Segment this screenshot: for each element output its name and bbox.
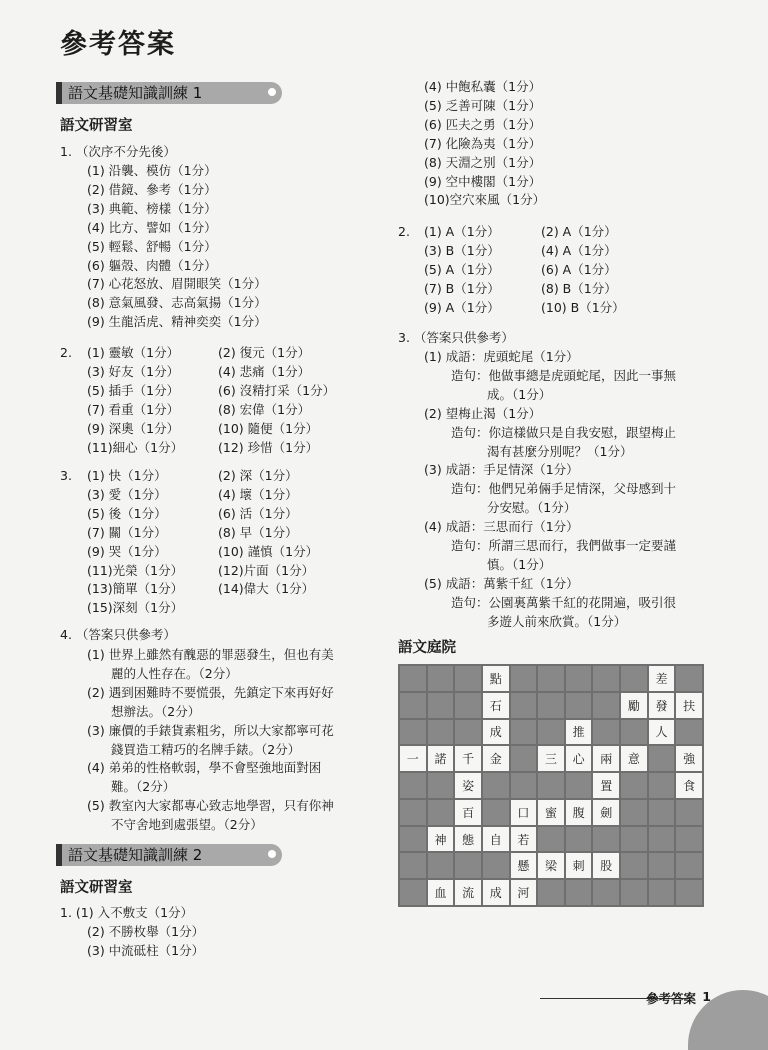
crossword-letter-cell: [566, 720, 592, 745]
list-item: (9) 哭（1分）: [87, 543, 167, 559]
item-sentence: 造句：你這樣做只是自我安慰，跟望梅止: [451, 424, 677, 440]
crossword-grid: [398, 664, 704, 907]
crossword-block-cell: [455, 720, 481, 745]
list-item: (3) B（1分）: [424, 242, 500, 258]
crossword-block-cell: [649, 853, 675, 878]
crossword-char: 強: [683, 752, 696, 767]
crossword-char: 三: [544, 752, 557, 767]
item-text: 世界上雖然有醜惡的罪惡發生，但也有美: [108, 647, 334, 662]
list-item: (9) 空中樓閣（1分）: [424, 173, 542, 189]
crossword-block-cell: [649, 827, 675, 852]
crossword-char: 懸: [517, 859, 530, 874]
bar-dot-icon: [268, 88, 276, 96]
list-item: (11)細心（1分）: [87, 439, 184, 455]
crossword-block-cell: [538, 666, 564, 691]
crossword-letter-cell: [621, 693, 647, 718]
list-item: (1) 靈敏（1分）: [87, 345, 180, 360]
crossword-block-cell: [428, 720, 454, 745]
item-sentence-cont: 分安慰。（1分）: [487, 500, 577, 516]
crossword-letter-cell: [455, 773, 481, 798]
list-item: (4) 中飽私囊（1分）: [424, 79, 542, 94]
page-title: 參考答案: [60, 29, 176, 60]
section-bar-1: [60, 82, 282, 104]
crossword-letter-cell: [455, 880, 481, 905]
item-text-cont: 難。（2分）: [111, 779, 176, 795]
item-text: 教室內大家都專心致志地學習，只有你神: [108, 798, 334, 814]
crossword-letter-cell: [649, 720, 675, 745]
list-item: (9) 生龍活虎、精神奕奕（1分）: [87, 314, 267, 330]
list-item: (12)片面（1分）: [218, 562, 315, 578]
list-item: [87, 759, 387, 797]
crossword-char: 扶: [683, 698, 696, 713]
crossword-block-cell: [621, 827, 647, 852]
crossword-char: 點: [489, 671, 502, 686]
crossword-char: 兩: [600, 752, 613, 767]
list-item: (7) 看重（1分）: [87, 401, 180, 417]
crossword-block-cell: [483, 773, 509, 798]
crossword-char: 千: [462, 752, 475, 767]
crossword-char: 推: [572, 725, 585, 740]
crossword-char: 心: [572, 752, 585, 767]
item-sentence-cont: 慎。（1分）: [487, 556, 552, 572]
footer-label: 參考答案: [645, 991, 696, 1006]
crossword-block-cell: [428, 666, 454, 691]
list-item: (4) 壞（1分）: [218, 486, 298, 502]
list-item: (5) 插手（1分）: [87, 382, 180, 398]
crossword-letter-cell: [566, 746, 592, 771]
crossword-letter-cell: [538, 853, 564, 878]
crossword-block-cell: [400, 693, 426, 718]
list-item: (7) B（1分）: [424, 280, 500, 296]
crossword-letter-cell: [511, 800, 537, 825]
list-item: (9) A（1分）: [424, 299, 500, 315]
crossword-block-cell: [400, 800, 426, 825]
crossword-char: 成: [489, 725, 502, 740]
crossword-block-cell: [649, 773, 675, 798]
list-item: (4) A（1分）: [541, 242, 617, 258]
crossword-letter-cell: [483, 720, 509, 745]
item-sentence: 造句：公園裏萬紫千紅的花開遍，吸引很: [451, 594, 677, 610]
list-item: [424, 518, 724, 575]
section-2-label: 語文基礎知識訓練 2: [68, 846, 203, 864]
item-text: 廉價的手錶貨素粗劣，所以大家都寧可花: [108, 722, 334, 738]
list-item: (10) B（1分）: [541, 299, 625, 315]
crossword-block-cell: [566, 773, 592, 798]
list-item: (9) 深奧（1分）: [87, 420, 180, 436]
list-item: [87, 646, 387, 684]
item-text: 弟弟的性格軟弱，學不會堅強地面對困: [108, 760, 322, 776]
crossword-char: 自: [489, 832, 502, 847]
item-text-cont: 錢買造工精巧的名牌手錶。（2分）: [111, 741, 301, 757]
item-text-cont: 想辦法。（2分）: [111, 703, 201, 719]
crossword-letter-cell: [455, 746, 481, 771]
item-number: (5): [424, 575, 442, 591]
bar-dot-icon: [268, 850, 276, 858]
crossword-block-cell: [593, 880, 619, 905]
crossword-char: 血: [434, 886, 447, 901]
item-sentence-cont: 渴有甚麼分別呢？（1分）: [487, 443, 633, 459]
crossword-block-cell: [538, 720, 564, 745]
crossword-letter-cell: [483, 693, 509, 718]
crossword-char: 刺: [572, 859, 585, 874]
crossword-letter-cell: [593, 773, 619, 798]
crossword-block-cell: [428, 800, 454, 825]
item-number: (5): [87, 798, 105, 814]
list-item: (5) A（1分）: [424, 261, 500, 277]
crossword-block-cell: [538, 880, 564, 905]
list-item: (2) 復元（1分）: [218, 345, 311, 360]
q2-col-a: [87, 344, 183, 457]
item-idiom: 成語：萬紫千紅（1分）: [445, 575, 579, 591]
list-item: (3) 好友（1分）: [87, 363, 180, 379]
list-item: (3) 典範、榜樣（1分）: [87, 200, 217, 216]
list-item: (8) 意氣風發、志高氣揚（1分）: [87, 295, 267, 311]
list-item: (6) 匹夫之勇（1分）: [424, 116, 542, 132]
list-item: (10) 謹慎（1分）: [218, 543, 319, 559]
crossword-block-cell: [566, 880, 592, 905]
list-item: (1) A（1分）: [424, 224, 500, 239]
list-item: (15)深刻（1分）: [87, 600, 184, 616]
r-q2-col-b: [541, 223, 625, 318]
bar-cap: [56, 82, 62, 104]
crossword-block-cell: [483, 853, 509, 878]
crossword-block-cell: [428, 693, 454, 718]
item-sentence: 造句：他們兄弟倆手足情深，父母感到十: [451, 481, 677, 497]
section-2-sub: 語文研習室: [60, 880, 133, 896]
q4-list: [87, 646, 387, 835]
q2-head: 2.: [60, 345, 72, 360]
section-bar-2: [60, 844, 282, 866]
list-item: (1) 沿襲、模仿（1分）: [87, 163, 217, 178]
crossword-block-cell: [511, 720, 537, 745]
list-item: (5) 後（1分）: [87, 505, 167, 521]
crossword-block-cell: [621, 853, 647, 878]
r-q1-list: [424, 78, 545, 210]
q3-col-b: [218, 467, 318, 599]
crossword-letter-cell: [483, 827, 509, 852]
crossword-letter-cell: [455, 827, 481, 852]
item-sentence: 造句：所謂三思而行，我們做事一定要謹: [451, 538, 677, 554]
crossword-char: 股: [600, 859, 613, 874]
crossword-char: 神: [434, 832, 447, 847]
crossword-block-cell: [593, 720, 619, 745]
crossword-block-cell: [455, 853, 481, 878]
list-item: [424, 405, 724, 462]
crossword-char: 百: [462, 805, 475, 820]
crossword-char: 發: [655, 698, 668, 713]
crossword-letter-cell: [511, 853, 537, 878]
crossword-char: 成: [489, 886, 502, 901]
list-item: [424, 575, 724, 632]
item-sentence: 造句：他做事總是虎頭蛇尾，因此一事無: [451, 367, 677, 383]
crossword-block-cell: [428, 773, 454, 798]
crossword-block-cell: [593, 827, 619, 852]
item-number: (1): [424, 349, 442, 364]
list-item: (3) 中流砥柱（1分）: [87, 942, 205, 958]
crossword-block-cell: [400, 827, 426, 852]
list-item: (7) 關（1分）: [87, 524, 167, 540]
crossword-block-cell: [649, 880, 675, 905]
crossword-block-cell: [566, 693, 592, 718]
list-item: (8) B（1分）: [541, 280, 617, 296]
crossword-char: 人: [655, 725, 668, 740]
r-q3-head: 3. （答案只供參考）: [398, 330, 514, 345]
crossword-block-cell: [593, 666, 619, 691]
crossword-letter-cell: [511, 880, 537, 905]
item-idiom: 成語：虎頭蛇尾（1分）: [445, 349, 579, 364]
crossword-block-cell: [676, 853, 702, 878]
list-item: (6) 軀殼、肉體（1分）: [87, 257, 217, 273]
list-item: (8) 宏偉（1分）: [218, 401, 311, 417]
item-sentence-cont: 成。（1分）: [487, 386, 552, 402]
crossword-letter-cell: [566, 800, 592, 825]
list-item: (10) 隨便（1分）: [218, 420, 319, 436]
list-item: [87, 684, 387, 722]
list-item: (11)光榮（1分）: [87, 562, 184, 578]
crossword-letter-cell: [428, 880, 454, 905]
list-item: (6) 沒精打采（1分）: [218, 382, 336, 398]
crossword-block-cell: [400, 773, 426, 798]
crossword-letter-cell: [428, 746, 454, 771]
q4-head: 4. （答案只供參考）: [60, 627, 176, 642]
list-item: (1) 快（1分）: [87, 468, 167, 483]
crossword-char: 差: [655, 671, 668, 686]
crossword-block-cell: [621, 773, 647, 798]
crossword-letter-cell: [676, 773, 702, 798]
list-item: (4) 比方、譬如（1分）: [87, 219, 217, 235]
crossword-block-cell: [566, 827, 592, 852]
crossword-char: 河: [517, 886, 530, 901]
list-item: (8) 早（1分）: [218, 524, 298, 540]
crossword-char: 態: [462, 832, 475, 847]
item-number: (3): [87, 722, 105, 738]
crossword-block-cell: [621, 666, 647, 691]
list-item: (2) 借鏡、參考（1分）: [87, 181, 217, 197]
item-number: (3): [424, 462, 442, 478]
crossword-char: 一: [406, 752, 419, 767]
crossword-block-cell: [511, 666, 537, 691]
crossword-letter-cell: [483, 666, 509, 691]
list-item: [87, 797, 387, 835]
crossword-char: 意: [627, 752, 640, 767]
crossword-char: 金: [489, 752, 502, 767]
crossword-letter-cell: [511, 827, 537, 852]
item-text-cont: 麗的人性存在。（2分）: [111, 665, 238, 681]
crossword-block-cell: [621, 720, 647, 745]
list-item: (2) A（1分）: [541, 224, 617, 239]
crossword-char: 勵: [627, 698, 640, 713]
crossword-block-cell: [649, 800, 675, 825]
list-item: (2) 不勝枚舉（1分）: [87, 923, 205, 939]
crossword-letter-cell: [649, 693, 675, 718]
crossword-block-cell: [400, 666, 426, 691]
bar-cap: [56, 844, 62, 866]
crossword-block-cell: [511, 746, 537, 771]
item-idiom: 成語：手足情深（1分）: [445, 462, 579, 478]
item-number: (4): [87, 760, 105, 776]
item-sentence-cont: 多遊人前來欣賞。（1分）: [487, 613, 627, 629]
list-item: (6) 活（1分）: [218, 505, 298, 521]
crossword-block-cell: [538, 693, 564, 718]
crossword-letter-cell: [593, 853, 619, 878]
list-item: (5) 乏善可陳（1分）: [424, 97, 542, 113]
item-idiom: 望梅止渴（1分）: [445, 405, 542, 421]
item-idiom: 成語：三思而行（1分）: [445, 519, 579, 535]
crossword-letter-cell: [566, 853, 592, 878]
list-item: (4) 悲痛（1分）: [218, 363, 311, 379]
list-item: (6) A（1分）: [541, 261, 617, 277]
section-1-sub: 語文研習室: [60, 118, 133, 134]
crossword-block-cell: [676, 720, 702, 745]
crossword-letter-cell: [483, 880, 509, 905]
crossword-char: 姿: [462, 778, 475, 793]
section-1-label: 語文基礎知識訓練 1: [68, 84, 203, 102]
crossword-char: 諾: [434, 752, 447, 767]
r-q3-list: [424, 348, 724, 632]
crossword-letter-cell: [593, 746, 619, 771]
list-item: (7) 心花怒放、眉開眼笑（1分）: [87, 276, 267, 292]
crossword-char: 置: [600, 778, 613, 793]
page-number: 1: [702, 989, 711, 1004]
crossword-block-cell: [676, 827, 702, 852]
crossword-letter-cell: [400, 746, 426, 771]
crossword-block-cell: [455, 693, 481, 718]
list-item: [87, 722, 387, 760]
crossword-block-cell: [676, 880, 702, 905]
crossword-letter-cell: [428, 827, 454, 852]
crossword-block-cell: [400, 880, 426, 905]
crossword-block-cell: [400, 720, 426, 745]
item-number: (2): [87, 684, 105, 700]
item-text-cont: 不守舍地到處張望。（2分）: [111, 817, 263, 833]
crossword-char: 食: [683, 778, 696, 793]
crossword-block-cell: [538, 827, 564, 852]
list-item: [424, 348, 724, 405]
crossword-letter-cell: [621, 746, 647, 771]
crossword-block-cell: [676, 800, 702, 825]
item-number: (2): [424, 405, 442, 421]
crossword-block-cell: [593, 693, 619, 718]
item-text: 遇到困難時不要慌張，先鎮定下來再好好: [108, 684, 334, 700]
list-item: (12) 珍惜（1分）: [218, 439, 319, 455]
crossword-block-cell: [511, 693, 537, 718]
crossword-block-cell: [621, 880, 647, 905]
q1-head: 1. （次序不分先後）: [60, 144, 176, 159]
list-item: 1. (1) 入不敷支（1分）: [60, 905, 194, 920]
q1-list: [87, 162, 267, 332]
crossword-letter-cell: [455, 800, 481, 825]
list-item: (14)偉大（1分）: [218, 581, 315, 597]
list-item: (7) 化險為夷（1分）: [424, 135, 542, 151]
crossword-letter-cell: [676, 746, 702, 771]
q3-head: 3.: [60, 468, 72, 483]
list-item: (2) 深（1分）: [218, 468, 298, 483]
crossword-char: 劍: [600, 805, 613, 820]
crossword-block-cell: [676, 666, 702, 691]
crossword-letter-cell: [593, 800, 619, 825]
crossword-block-cell: [538, 773, 564, 798]
crossword-char: 腹: [572, 805, 585, 820]
crossword-char: 石: [489, 698, 502, 713]
crossword-block-cell: [511, 773, 537, 798]
crossword-letter-cell: [483, 746, 509, 771]
crossword-char: 若: [517, 832, 530, 847]
r-q2-col-a: [424, 223, 500, 318]
list-item: (10)空穴來風（1分）: [424, 192, 546, 208]
crossword-block-cell: [483, 800, 509, 825]
q2-col-b: [218, 344, 335, 457]
list-item: (5) 輕鬆、舒暢（1分）: [87, 238, 217, 254]
list-item: (13)簡單（1分）: [87, 581, 184, 597]
item-number: (4): [424, 519, 442, 535]
crossword-block-cell: [621, 800, 647, 825]
crossword-block-cell: [566, 666, 592, 691]
crossword-letter-cell: [538, 746, 564, 771]
list-item: [424, 461, 724, 518]
item-number: (1): [87, 647, 105, 662]
crossword-char: 流: [462, 886, 475, 901]
r-q2-head: 2.: [398, 224, 410, 239]
list-item: (8) 天淵之別（1分）: [424, 154, 542, 170]
crossword-letter-cell: [649, 666, 675, 691]
crossword-block-cell: [428, 853, 454, 878]
q3-col-a: [87, 467, 183, 618]
crossword-block-cell: [455, 666, 481, 691]
crossword-letter-cell: [676, 693, 702, 718]
corner-decoration: [688, 990, 768, 1050]
crossword-char: 梁: [544, 859, 557, 874]
crossword-char: 口: [517, 805, 530, 820]
list-item: (3) 愛（1分）: [87, 486, 167, 502]
crossword-char: 蜜: [544, 805, 557, 820]
garden-heading: 語文庭院: [398, 640, 456, 656]
s2-q1-list: [60, 904, 204, 961]
crossword-block-cell: [400, 853, 426, 878]
crossword-letter-cell: [538, 800, 564, 825]
crossword-block-cell: [649, 746, 675, 771]
